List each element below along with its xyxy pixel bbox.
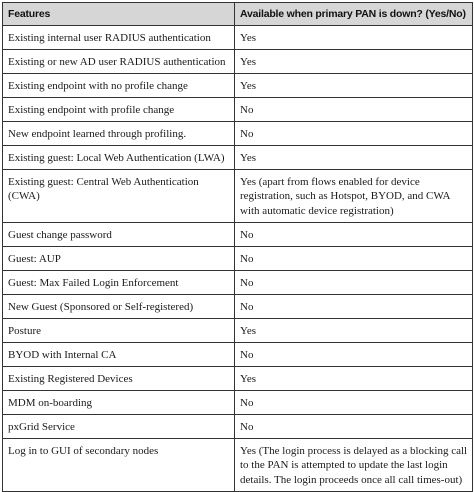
table-row: [3, 74, 473, 98]
availability-cell: No: [235, 247, 473, 271]
feature-cell: MDM on-boarding: [3, 391, 235, 415]
header-row: [3, 3, 473, 26]
table-row: [3, 319, 473, 343]
feature-cell: Guest: AUP: [3, 247, 235, 271]
availability-cell: Yes: [235, 319, 473, 343]
feature-cell: New endpoint learned through profiling.: [3, 122, 235, 146]
availability-cell: Yes (apart from flows enabled for device registration, such as Hotspot, BYOD, and CWA with automatic device registration): [235, 170, 473, 223]
availability-cell: Yes: [235, 26, 473, 50]
table-row: [3, 391, 473, 415]
availability-cell: No: [235, 223, 473, 247]
table-row: [3, 26, 473, 50]
availability-cell: No: [235, 391, 473, 415]
table-row: [3, 367, 473, 391]
feature-cell: Existing endpoint with profile change: [3, 98, 235, 122]
table-row: [3, 247, 473, 271]
table-row: [3, 343, 473, 367]
availability-cell: Yes (The login process is delayed as a blocking call to the PAN is attempted to update the last login details. The login proceeds once all call times-out): [235, 439, 473, 492]
feature-cell: Existing Registered Devices: [3, 367, 235, 391]
feature-cell: New Guest (Sponsored or Self-registered): [3, 295, 235, 319]
table-row: [3, 146, 473, 170]
availability-cell: Yes: [235, 74, 473, 98]
feature-cell: Guest: Max Failed Login Enforcement: [3, 271, 235, 295]
availability-cell: Yes: [235, 146, 473, 170]
table-row: [3, 223, 473, 247]
feature-cell: Existing guest: Local Web Authentication (LWA): [3, 146, 235, 170]
availability-cell: No: [235, 98, 473, 122]
availability-cell: No: [235, 343, 473, 367]
table-row: [3, 98, 473, 122]
feature-cell: Posture: [3, 319, 235, 343]
table-row: [3, 415, 473, 439]
features-header: Features: [3, 3, 235, 26]
availability-cell: Yes: [235, 50, 473, 74]
features-availability-table: [2, 2, 473, 492]
feature-cell: Log in to GUI of secondary nodes: [3, 439, 235, 492]
availability-cell: No: [235, 415, 473, 439]
feature-cell: Guest change password: [3, 223, 235, 247]
table-row: [3, 50, 473, 74]
feature-cell: Existing internal user RADIUS authentication: [3, 26, 235, 50]
table-row: [3, 122, 473, 146]
availability-cell: No: [235, 295, 473, 319]
availability-cell: No: [235, 122, 473, 146]
feature-cell: BYOD with Internal CA: [3, 343, 235, 367]
table-row: [3, 170, 473, 223]
feature-cell: pxGrid Service: [3, 415, 235, 439]
table-row: [3, 295, 473, 319]
feature-cell: Existing or new AD user RADIUS authentication: [3, 50, 235, 74]
availability-cell: Yes: [235, 367, 473, 391]
availability-cell: No: [235, 271, 473, 295]
feature-cell: Existing endpoint with no profile change: [3, 74, 235, 98]
table-row: [3, 271, 473, 295]
table-row: [3, 439, 473, 492]
availability-header: Available when primary PAN is down? (Yes/No): [235, 3, 473, 26]
feature-cell: Existing guest: Central Web Authentication (CWA): [3, 170, 235, 223]
